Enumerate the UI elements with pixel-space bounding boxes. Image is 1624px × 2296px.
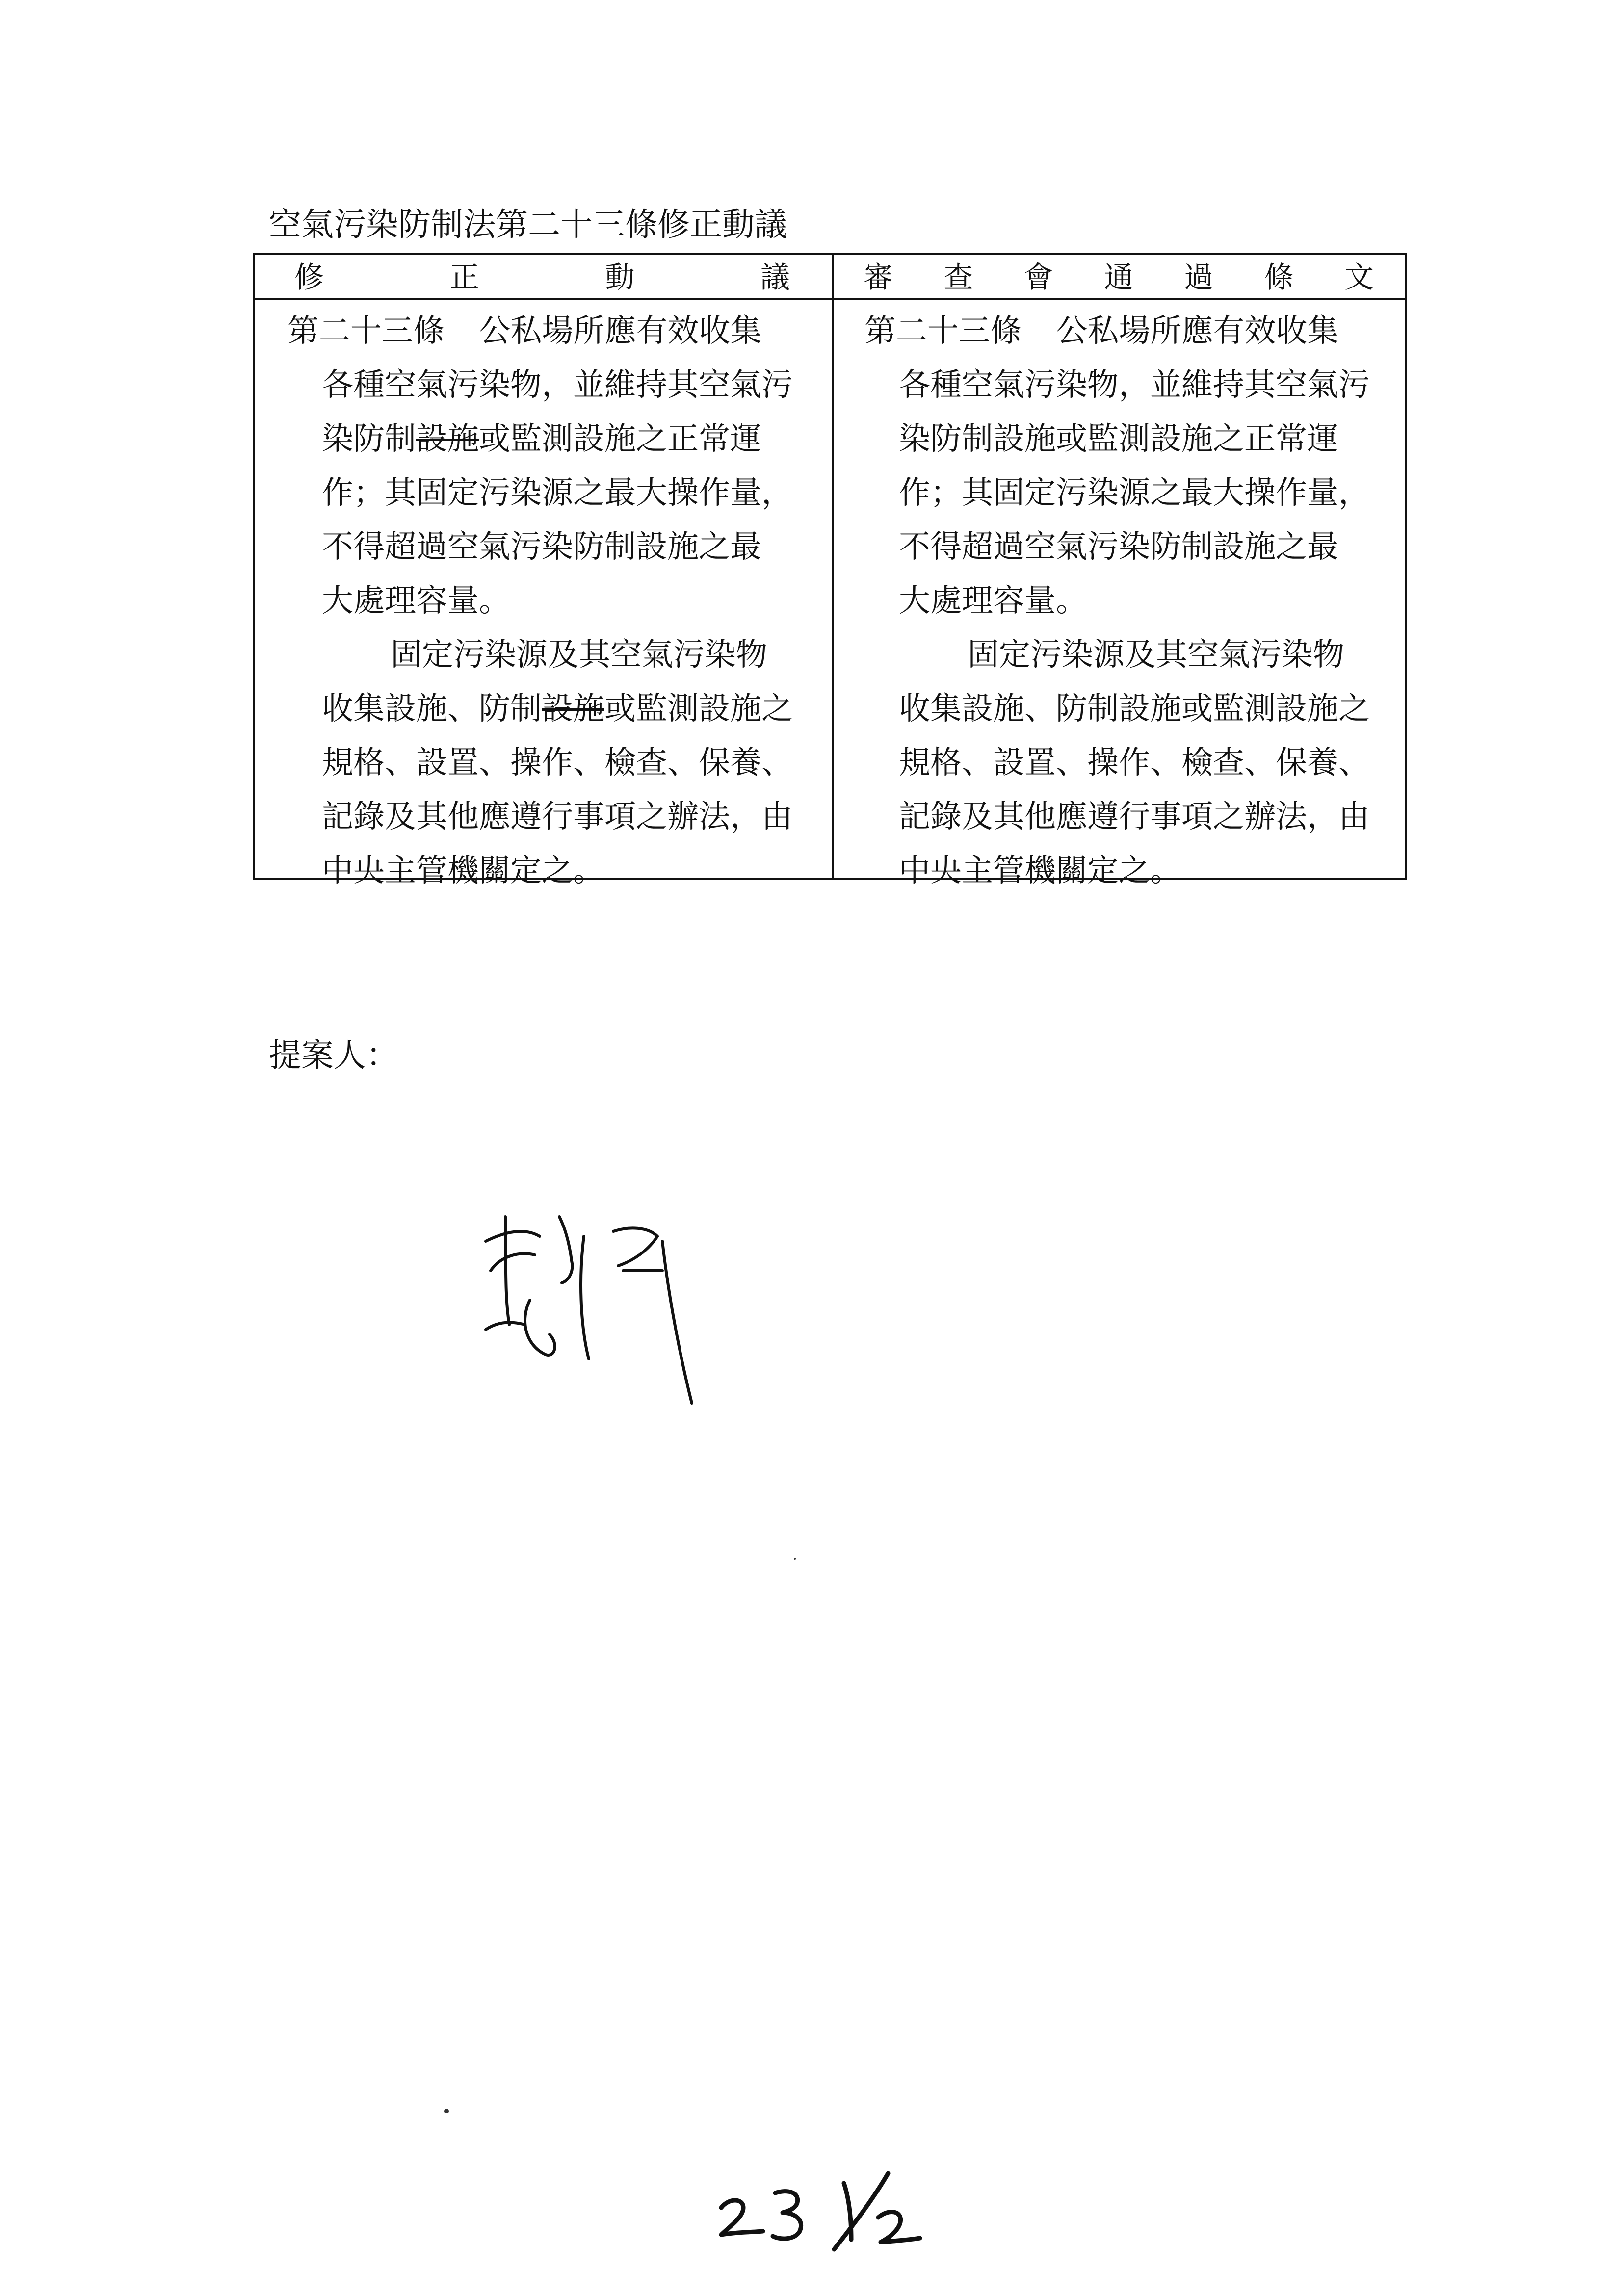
header-char: 查 [943, 261, 973, 295]
text-line: 不得超過空氣污染防制設施之最 [899, 529, 1338, 565]
text-line: 記錄及其他應遵行事項之辦法，由 [322, 799, 793, 835]
amendment-column [255, 255, 834, 889]
header-char: 文 [1344, 261, 1374, 295]
amendment-text [288, 304, 822, 898]
text-line: 各種空氣污染物，並維持其空氣污 [322, 367, 793, 403]
handwritten-signature [471, 1197, 765, 1423]
committee-column-header [834, 255, 1407, 300]
text-line: 固定污染源及其空氣污染物 [391, 637, 767, 673]
header-char: 通 [1103, 261, 1133, 295]
header-char: 正 [449, 261, 479, 295]
text-line: 中央主管機關定之。 [899, 853, 1181, 889]
text-line: 記錄及其他應遵行事項之辦法，由 [899, 799, 1370, 835]
committee-text [864, 304, 1399, 898]
text-line: 規格、設置、操作、檢查、保養、 [899, 745, 1370, 781]
header-char: 條 [1264, 261, 1294, 295]
header-char: 修 [294, 261, 324, 295]
scan-speck [444, 2109, 449, 2113]
proposer-label: 提案人： [269, 1036, 398, 1074]
header-char: 過 [1184, 261, 1214, 295]
amendment-column-header [255, 255, 832, 300]
comparison-table [253, 253, 1407, 889]
scan-speck [794, 1558, 796, 1560]
struck-text: 設施 [416, 421, 479, 457]
text-line: 第二十三條 公私場所應有效收集 [288, 313, 762, 349]
header-char: 會 [1023, 261, 1053, 295]
text-line: 大處理容量。 [899, 583, 1087, 619]
text-line: 大處理容量。 [322, 583, 510, 619]
document-title: 空氣污染防制法第二十三條修正動議 [269, 206, 787, 243]
text-line: 第二十三條 公私場所應有效收集 [864, 313, 1339, 349]
text-line: 染防制設施或監測設施之正常運 [322, 421, 761, 457]
header-char: 議 [760, 261, 790, 295]
text-line: 作；其固定污染源之最大操作量， [322, 475, 793, 511]
handwritten-page-number [702, 2154, 957, 2252]
struck-text: 設施 [542, 691, 604, 727]
text-line: 不得超過空氣污染防制設施之最 [322, 529, 761, 565]
header-char: 動 [605, 261, 635, 295]
committee-column [834, 255, 1407, 889]
text-line: 收集設施、防制設施或監測設施之 [322, 691, 793, 727]
text-line: 固定污染源及其空氣污染物 [968, 637, 1344, 673]
text-line: 作；其固定污染源之最大操作量， [899, 475, 1370, 511]
text-line: 中央主管機關定之。 [322, 853, 604, 889]
text-line: 各種空氣污染物，並維持其空氣污 [899, 367, 1370, 403]
article-heading: 第二十三條 [288, 313, 445, 349]
header-char: 審 [864, 261, 893, 295]
text-line: 規格、設置、操作、檢查、保養、 [322, 745, 793, 781]
text-line: 收集設施、防制設施或監測設施之 [899, 691, 1370, 727]
article-heading: 第二十三條 [864, 313, 1022, 349]
text-line: 染防制設施或監測設施之正常運 [899, 421, 1338, 457]
